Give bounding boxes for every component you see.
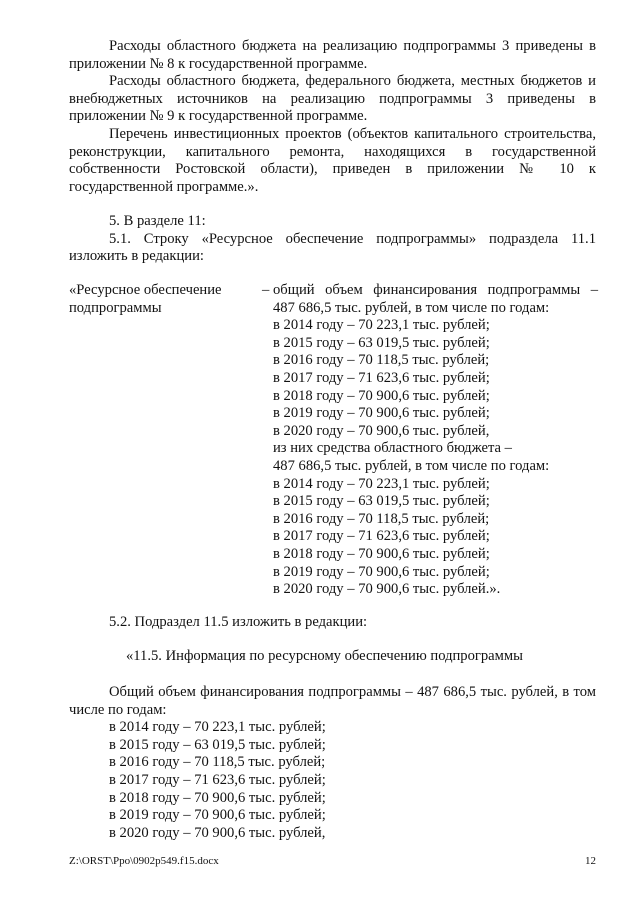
section-5-2-text: 5.2. Подраздел 11.5 изложить в редакции: (109, 614, 368, 630)
resource-line: из них средства областного бюджета – (273, 440, 512, 457)
resource-label-line-1: «Ресурсное обеспечение (69, 282, 222, 298)
subsection-11-5-heading: «11.5. Информация по ресурсному обеспечению подпрограммы (126, 648, 523, 664)
page-number: 12 (585, 855, 596, 867)
resource-dash: – (262, 282, 270, 298)
year-line: в 2018 году – 70 900,6 тыс. рублей; (109, 789, 326, 806)
resource-line: 487 686,5 тыс. рублей, в том числе по годам: (273, 299, 550, 316)
resource-row-label (69, 282, 259, 317)
paragraph-appendix-10: Перечень инвестиционных проектов (объектов капитального строительства, реконструкции, капитального ремонта, находящихся в государственной собственности Ростовской области), приведен в приложении № 10 к государственной программе.». (69, 125, 596, 195)
year-line: в 2016 году – 70 118,5 тыс. рублей; (109, 754, 326, 771)
paragraph-appendix-9: Расходы областного бюджета, федерального бюджета, местных бюджетов и внебюджетных источников на реализацию подпрограммы 3 приведены в приложении № 9 к государственной программе. (69, 73, 596, 125)
footer-file-path: Z:\ORST\Ppo\0902p549.f15.docx (69, 855, 219, 867)
total-financing-paragraph: Общий объем финансирования подпрограммы – 487 686,5 тыс. рублей, в том числе по годам: (69, 684, 596, 718)
section-5-1-text: 5.1. Строку «Ресурсное обеспечение подпрограммы» подраздела 11.1 изложить в редакции: (69, 230, 596, 265)
subsection-11-5-body (69, 684, 596, 842)
section-5-2 (69, 614, 596, 632)
resource-line: в 2019 году – 70 900,6 тыс. рублей; (273, 405, 490, 422)
resource-line: в 2018 году – 70 900,6 тыс. рублей; (273, 545, 490, 562)
resource-line: в 2014 году – 70 223,1 тыс. рублей; (273, 317, 490, 334)
resource-line: в 2017 году – 71 623,6 тыс. рублей; (273, 369, 490, 386)
subsection-11-5-heading-block (126, 648, 606, 666)
year-line: в 2014 году – 70 223,1 тыс. рублей; (109, 719, 326, 736)
resource-line: в 2016 году – 70 118,5 тыс. рублей; (273, 510, 490, 527)
resource-label-line-2: подпрограммы (69, 299, 162, 316)
year-line: в 2020 году – 70 900,6 тыс. рублей, (109, 824, 326, 841)
resource-line: в 2019 году – 70 900,6 тыс. рублей; (273, 563, 490, 580)
resource-line: в 2020 году – 70 900,6 тыс. рублей, (273, 422, 490, 439)
resource-line: в 2015 году – 63 019,5 тыс. рублей; (273, 334, 490, 351)
resource-line: в 2016 году – 70 118,5 тыс. рублей; (273, 352, 490, 369)
intro-section (69, 38, 596, 196)
resource-line: в 2020 году – 70 900,6 тыс. рублей.». (273, 581, 501, 598)
year-line: в 2015 году – 63 019,5 тыс. рублей; (109, 736, 326, 753)
resource-line: в 2014 году – 70 223,1 тыс. рублей; (273, 475, 490, 492)
year-line: в 2019 году – 70 900,6 тыс. рублей; (109, 807, 326, 824)
resource-line: в 2017 году – 71 623,6 тыс. рублей; (273, 528, 490, 545)
year-line: в 2017 году – 71 623,6 тыс. рублей; (109, 771, 326, 788)
section-5-heading: 5. В разделе 11: (109, 213, 206, 229)
resource-row-value (262, 282, 598, 599)
resource-line: в 2018 году – 70 900,6 тыс. рублей; (273, 387, 490, 404)
resource-line: 487 686,5 тыс. рублей, в том числе по годам: (273, 457, 550, 474)
paragraph-appendix-8: Расходы областного бюджета на реализацию подпрограммы 3 приведены в приложении № 8 к государственной программе. (69, 38, 596, 72)
resource-total-line: общий объем финансирования подпрограммы – (273, 282, 598, 298)
section-5 (69, 213, 596, 266)
resource-line: в 2015 году – 63 019,5 тыс. рублей; (273, 493, 490, 510)
